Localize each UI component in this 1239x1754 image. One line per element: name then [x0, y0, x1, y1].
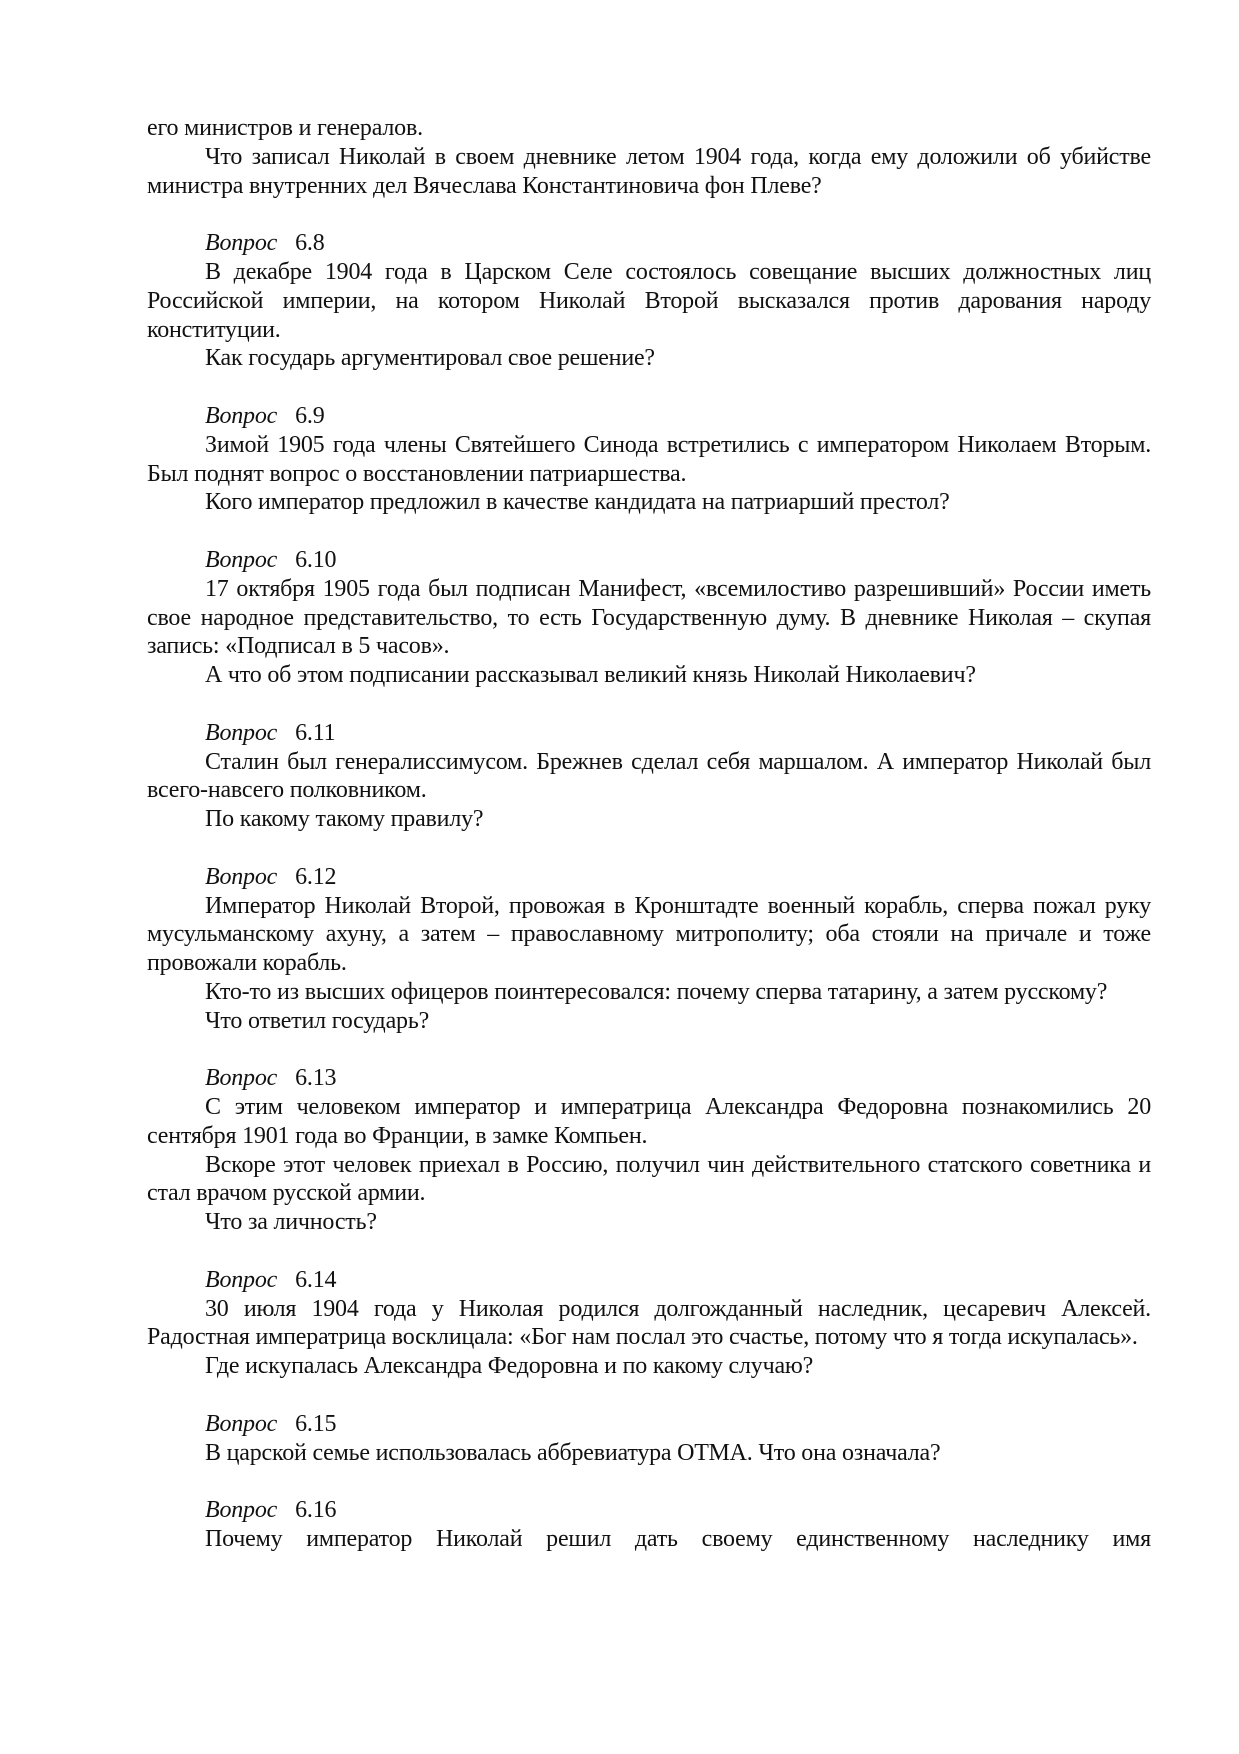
question-heading: [147, 863, 1151, 892]
question-label: Вопрос: [205, 230, 278, 257]
question-block: [147, 229, 1151, 373]
question-heading: [147, 1266, 1151, 1295]
question-block: [147, 1410, 1151, 1468]
question-heading: [147, 719, 1151, 748]
question-paragraph: 17 октября 1905 года был подписан Манифест, «всемилостиво разрешивший» России иметь свое народное представительство, то есть Государственную думу. В дневнике Николая – скупая запись: «Подписал в 5 часов».: [147, 575, 1151, 660]
question-label: Вопрос: [205, 719, 278, 746]
question-label: Вопрос: [205, 1266, 278, 1293]
question-paragraph: Кого император предложил в качестве кандидата на патриарший престол?: [205, 489, 950, 516]
question-block: [147, 1496, 1151, 1554]
question-number: 6.12: [295, 863, 337, 890]
question-number: 6.11: [295, 719, 336, 746]
question-paragraph: В декабре 1904 года в Царском Селе состоялось совещание высших должностных лиц Российской империи, на котором Николай Второй высказался против дарования народу конституции.: [147, 258, 1151, 343]
question-heading: [147, 402, 1151, 431]
question-paragraph: Как государь аргументировал свое решение?: [205, 345, 655, 372]
intro-line: его министров и генералов.: [147, 115, 423, 141]
question-block: [147, 1266, 1151, 1381]
question-paragraph: Зимой 1905 года члены Святейшего Синода встретились с императором Николаем Вторым. Был поднят вопрос о восстановлении патриаршества.: [147, 431, 1151, 487]
question-number: 6.9: [295, 402, 325, 429]
question-paragraph: Кто-то из высших офицеров поинтересовался: почему сперва татарину, а затем русскому?: [205, 978, 1108, 1005]
question-heading: [147, 1064, 1151, 1093]
question-label: Вопрос: [205, 546, 278, 573]
question-block: [147, 863, 1151, 1036]
question-paragraph: По какому такому правилу?: [205, 806, 484, 833]
question-label: Вопрос: [205, 1497, 278, 1524]
question-number: 6.15: [295, 1410, 337, 1437]
question-heading: [147, 1410, 1151, 1439]
question-paragraph: Император Николай Второй, провожая в Кронштадте военный корабль, сперва пожал руку мусульманскому ахуну, а затем – православному митрополиту; оба стояли на причале и тоже провожали корабль.: [147, 892, 1151, 977]
intro-paragraph: Что записал Николай в своем дневнике летом 1904 года, когда ему доложили об убийстве министра внутренних дел Вячеслава Константиновича фон Плеве?: [147, 143, 1151, 199]
question-paragraph: Сталин был генералиссимусом. Брежнев сделал себя маршалом. А император Николай был всего-навсего полковником.: [147, 748, 1151, 804]
question-label: Вопрос: [205, 402, 278, 429]
question-label: Вопрос: [205, 863, 278, 890]
question-paragraph: Почему император Николай решил дать своему единственному наследнику имя: [205, 1526, 1151, 1553]
question-number: 6.16: [295, 1497, 337, 1524]
question-label: Вопрос: [205, 1410, 278, 1437]
question-number: 6.14: [295, 1266, 337, 1293]
question-paragraph: 30 июля 1904 года у Николая родился долгожданный наследник, цесаревич Алексей. Радостная императрица восклицала: «Бог нам послал это счастье, потому что я тогда искупалась».: [147, 1295, 1151, 1351]
question-paragraph: Что ответил государь?: [205, 1007, 430, 1034]
question-number: 6.10: [295, 546, 337, 573]
question-heading: [147, 229, 1151, 258]
question-block: [147, 719, 1151, 834]
question-paragraph: Вскоре этот человек приехал в Россию, получил чин действительного статского советника и стал врачом русской армии.: [147, 1151, 1151, 1207]
question-heading: [147, 1496, 1151, 1525]
question-number: 6.13: [295, 1065, 337, 1092]
question-label: Вопрос: [205, 1065, 278, 1092]
question-heading: [147, 546, 1151, 575]
question-block: [147, 402, 1151, 517]
question-paragraph: А что об этом подписании рассказывал великий князь Николай Николаевич?: [205, 662, 976, 689]
question-paragraph: Что за личность?: [205, 1209, 377, 1236]
question-block: [147, 546, 1151, 690]
question-block: [147, 1064, 1151, 1237]
question-paragraph: С этим человеком император и императрица Александра Федоровна познакомились 20 сентября 1901 года во Франции, в замке Компьен.: [147, 1094, 1151, 1149]
question-paragraph: В царской семье использовалась аббревиатура ОТМА. Что она означала?: [205, 1439, 941, 1466]
question-paragraph: Где искупалась Александра Федоровна и по какому случаю?: [205, 1353, 814, 1380]
question-number: 6.8: [295, 230, 325, 257]
